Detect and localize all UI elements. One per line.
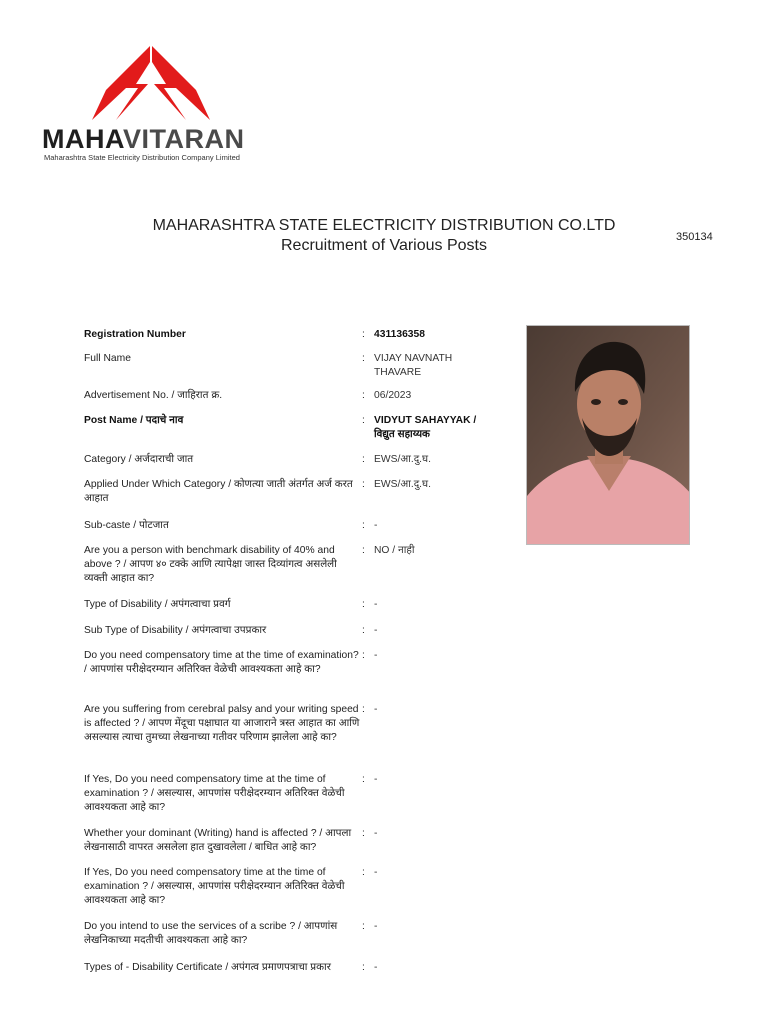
detail-separator: : (362, 828, 365, 839)
detail-separator: : (362, 867, 365, 878)
detail-label: Type of Disability / अपंगत्वाचा प्रवर्ग (84, 599, 231, 610)
detail-value: NO / नाही (374, 545, 415, 556)
detail-separator: : (362, 650, 365, 661)
detail-label: Are you a person with benchmark disability of 40% and above ? / आपण ४० टक्के आणि त्यापेक्षा जास्त दिव्यांगत्व असलेली व्यक्ती आहात का? (84, 545, 337, 584)
detail-label: Advertisement No. / जाहिरात क्र. (84, 390, 223, 401)
detail-row (84, 389, 486, 403)
form-number: 350134 (676, 231, 713, 243)
detail-separator: : (362, 545, 365, 556)
page-header (0, 216, 768, 256)
detail-label: Applied Under Which Category / कोणत्या जाती अंतर्गत अर्ज करत आहात (84, 479, 353, 504)
detail-row (84, 649, 486, 677)
detail-separator: : (362, 774, 365, 785)
detail-separator: : (362, 625, 365, 636)
detail-value: 431136358 (374, 329, 425, 340)
detail-value: VIJAY NAVNATH THAVARE (374, 353, 453, 378)
detail-label: Are you suffering from cerebral palsy and your writing speed is affected ? / आपण मेंदूचा पक्षाघात या आजाराने त्रस्त आहात का आणि असल्यास त्याचा तुमच्या लेखनाच्या गतीवर परिणाम झालेला आहे का? (84, 704, 360, 743)
detail-value: VIDYUT SAHAYYAK / विद्युत सहाय्यक (374, 415, 477, 440)
detail-label: Sub Type of Disability / अपंगत्वाचा उपप्रकार (84, 625, 267, 636)
applicant-photo (526, 325, 690, 545)
logo-wordmark (42, 124, 244, 155)
detail-label: Full Name (84, 353, 131, 364)
detail-label: Types of - Disability Certificate / अपंगत्व प्रमाणपत्राचा प्रकार (84, 962, 331, 973)
detail-separator: : (362, 921, 365, 932)
detail-value: - (374, 962, 378, 973)
detail-label: Do you need compensatory time at the time of examination? / आपणांस परीक्षेदरम्यान अतिरिक्त वेळेची आवश्यकता आहे का? (84, 650, 359, 675)
detail-separator: : (362, 390, 365, 401)
detail-row (84, 961, 486, 975)
detail-label: If Yes, Do you need compensatory time at the time of examination ? / असल्यास, आपणांस परीक्षेदरम्यान अतिरिक्त वेळेची आवश्यकता आहे का? (84, 774, 345, 813)
detail-value: EWS/आ.दु.घ. (374, 454, 431, 465)
detail-row (84, 920, 486, 948)
detail-value: - (374, 867, 378, 878)
detail-value: EWS/आ.दु.घ. (374, 479, 431, 490)
detail-separator: : (362, 520, 365, 531)
detail-label: If Yes, Do you need compensatory time at the time of examination ? / असल्यास, आपणांस परीक्षेदरम्यान अतिरिक्त वेळेची आवश्यकता आहे का? (84, 867, 345, 906)
detail-value: - (374, 921, 378, 932)
detail-label: Post Name / पदाचे नाव (84, 415, 184, 426)
detail-value: - (374, 828, 378, 839)
mahavitaran-logo (40, 42, 270, 182)
detail-value: - (374, 704, 378, 715)
detail-value: - (374, 625, 378, 636)
logo-word-part2: VITARAN (122, 124, 245, 154)
detail-row (84, 598, 486, 612)
page-subtitle: Recruitment of Various Posts (280, 237, 487, 254)
detail-row (84, 544, 486, 586)
detail-label: Sub-caste / पोटजात (84, 520, 169, 531)
detail-row (84, 519, 486, 533)
detail-separator: : (362, 353, 365, 364)
applicant-photo-image (527, 326, 690, 545)
detail-row (84, 703, 486, 745)
logo-word-part1: MAHA (42, 124, 123, 154)
detail-label: Category / अर्जदाराची जात (84, 454, 194, 465)
detail-row (84, 328, 486, 342)
detail-row (84, 478, 486, 506)
detail-value: 06/2023 (374, 390, 412, 401)
detail-label: Do you intend to use the services of a scribe ? / आपणांस लेखनिकाच्या मदतीची आवश्यकता आहे का? (84, 921, 338, 946)
detail-separator: : (362, 599, 365, 610)
page-title: MAHARASHTRA STATE ELECTRICITY DISTRIBUTION CO.LTD (152, 217, 616, 234)
lightning-roof-icon (86, 46, 216, 120)
detail-separator: : (362, 415, 365, 426)
detail-separator: : (362, 479, 365, 490)
detail-row (84, 624, 486, 638)
detail-row (84, 866, 486, 908)
detail-separator: : (362, 704, 365, 715)
detail-value: - (374, 599, 378, 610)
detail-row (84, 773, 486, 815)
detail-row (84, 352, 486, 380)
logo-tagline: Maharashtra State Electricity Distribution Company Limited (44, 153, 240, 162)
detail-separator: : (362, 454, 365, 465)
detail-label: Registration Number (84, 329, 186, 340)
detail-row (84, 414, 486, 442)
detail-row (84, 827, 486, 855)
detail-label: Whether your dominant (Writing) hand is affected ? / आपला लेखनासाठी वापरत असलेला हात दुखावलेला / बाधित आहे का? (84, 828, 352, 853)
detail-separator: : (362, 329, 365, 340)
detail-value: - (374, 774, 378, 785)
detail-value: - (374, 520, 378, 531)
detail-value: - (374, 650, 378, 661)
detail-row (84, 453, 486, 467)
detail-separator: : (362, 962, 365, 973)
